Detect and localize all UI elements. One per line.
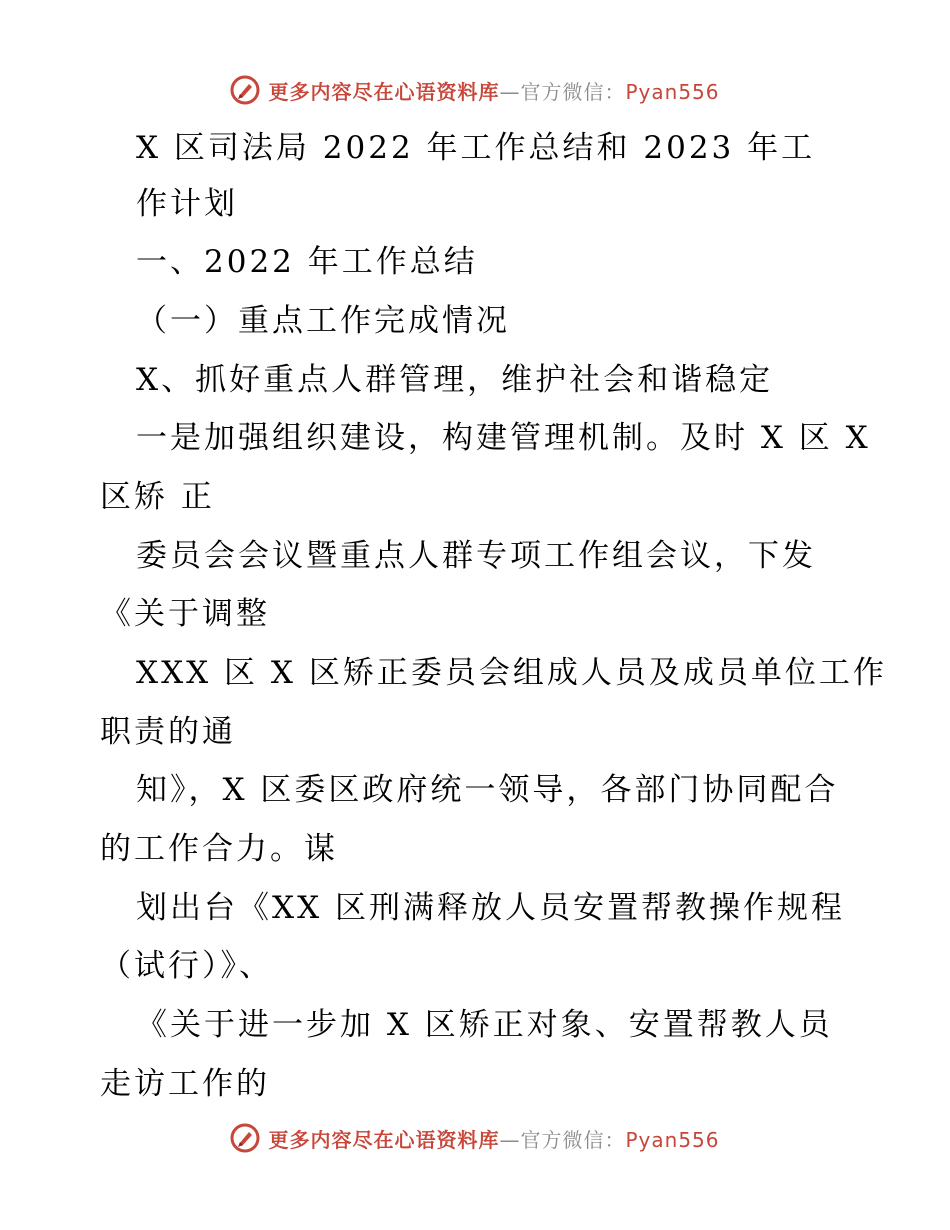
item-heading: X、抓好重点人群管理，维护社会和谐稳定 <box>136 362 774 398</box>
paragraph-line: 划出台《XX 区刑满释放人员安置帮教操作规程 <box>136 890 845 926</box>
footer-banner-separator: — <box>499 1127 521 1152</box>
paragraph-line: 《关于调整 <box>100 596 270 632</box>
header-banner-separator: — <box>499 79 521 104</box>
paragraph-line: 一是加强组织建设，构建管理机制。及时 X 区 X <box>136 420 871 456</box>
pen-logo-icon <box>230 75 260 105</box>
section-heading: 一、2022 年工作总结 <box>136 244 478 280</box>
document-title-line-2: 作计划 <box>136 186 238 222</box>
paragraph-line: 区矫 正 <box>100 479 215 515</box>
paragraph-line: （试行）》、 <box>100 948 273 984</box>
paragraph-line: 《关于进一步加 X 区矫正对象、安置帮教人员 <box>136 1007 833 1043</box>
footer-banner <box>0 1118 950 1158</box>
header-banner-contact-id: Pyan556 <box>625 79 720 104</box>
pen-logo-icon <box>230 1123 260 1153</box>
header-banner <box>0 70 950 110</box>
paragraph-line: 走访工作的 <box>100 1066 270 1102</box>
footer-banner-text <box>268 1124 719 1153</box>
footer-banner-contact-id: Pyan556 <box>625 1127 720 1152</box>
paragraph-line: XXX 区 X 区矫正委员会组成人员及成员单位工作 <box>136 655 887 691</box>
paragraph-line: 的工作合力。谋 <box>100 831 338 867</box>
header-banner-title: 更多内容尽在心语资料库 <box>268 79 500 104</box>
paragraph-line: 知》，X 区委区政府统一领导，各部门协同配合 <box>136 772 839 808</box>
header-banner-text <box>268 76 719 105</box>
paragraph-line: 委员会会议暨重点人群专项工作组会议，下发 <box>136 538 816 574</box>
footer-banner-contact-label: 官方微信： <box>520 1127 626 1152</box>
subsection-heading: （一）重点工作完成情况 <box>136 303 510 339</box>
footer-banner-title: 更多内容尽在心语资料库 <box>268 1127 500 1152</box>
header-banner-contact-label: 官方微信： <box>520 79 626 104</box>
document-title-line-1: X 区司法局 2022 年工作总结和 2023 年工 <box>136 130 816 166</box>
paragraph-line: 职责的通 <box>100 714 236 750</box>
